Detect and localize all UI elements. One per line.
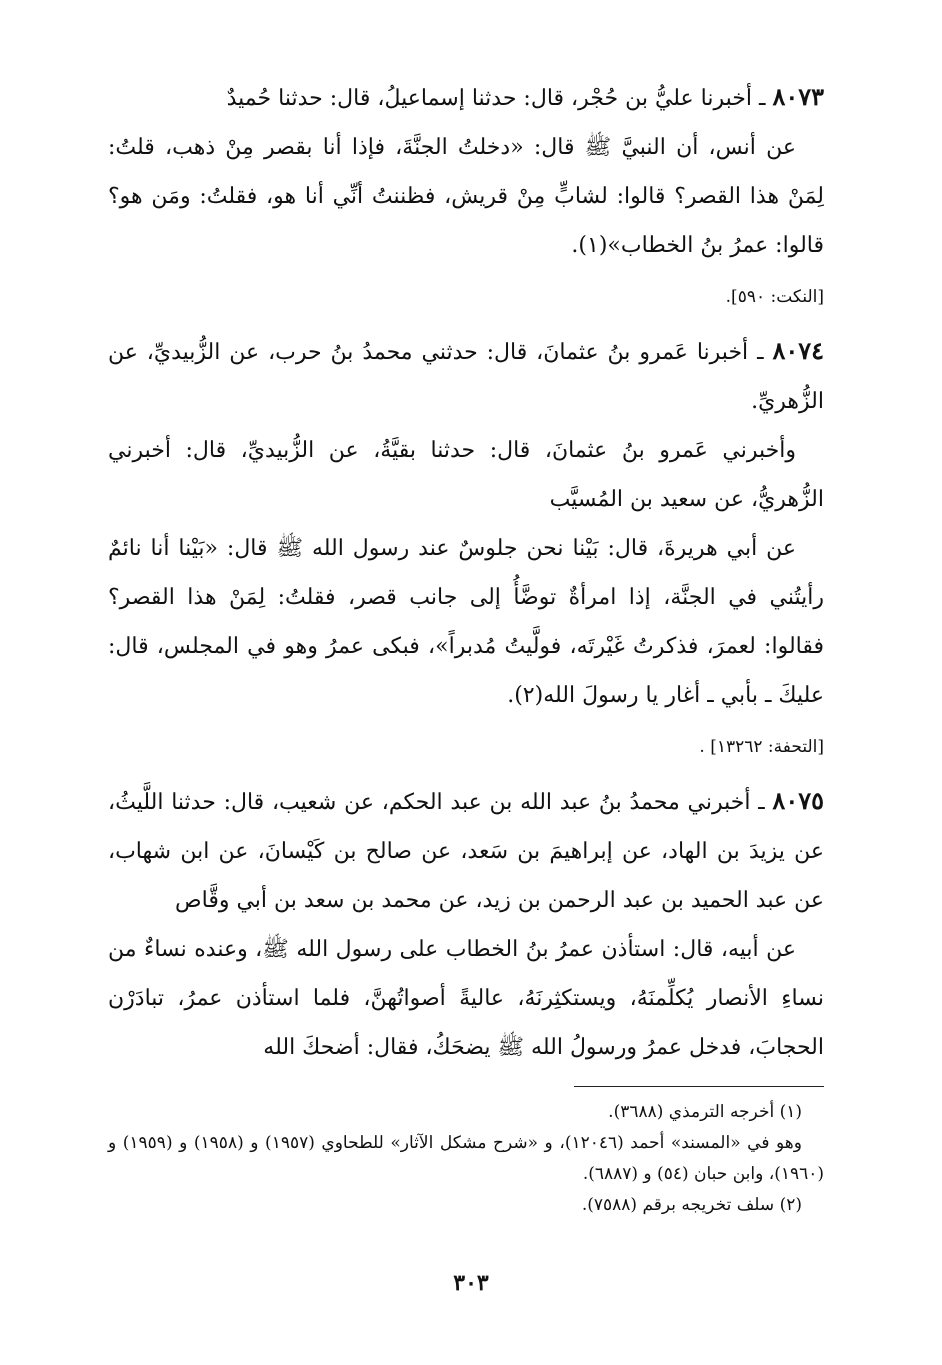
reference: [التحفة: ١٣٢٦٢] . bbox=[699, 737, 824, 757]
hadith-matn: عن أبيه، قال: استأذن عمرُ بنُ الخطاب على رسول الله ﷺ، وعنده نساءٌ من نساءِ الأنصار يُكلِّمنَهُ، ويستكثِرنَهُ، عاليةً أصواتُهنَّ، فلما استأذن عمرُ، تبادَرْن الحجابَ، فدخل عمرُ ورسولُ الله ﷺ يضحَكُ، فقال: أضحكَ الله bbox=[108, 937, 824, 1060]
hadith-isnad bbox=[108, 776, 824, 925]
text-column bbox=[108, 72, 824, 1221]
hadith-number: ٨٠٧٣ bbox=[772, 82, 824, 111]
isnad-text: ـ أخبرنا عَمرو بنُ عثمانَ، قال: حدثني محمدُ بنُ حرب، عن الزُّبيديِّ، عن الزُّهريِّ. bbox=[108, 340, 824, 414]
footnote: (١) أخرجه الترمذي (٣٦٨٨). bbox=[608, 1102, 802, 1122]
hadith-matn: عن أنس، أن النبيَّ ﷺ قال: «دخلتُ الجنَّةَ، فإذا أنا بقصر مِنْ ذهب، قلتُ: لِمَنْ هذا القصر؟ قالوا: لشابٍّ مِنْ قريش، فظننتُ أنِّي أنا هو، فقلتُ: ومَن هو؟ قالوا: عمرُ بنُ الخطاب»(١). bbox=[108, 135, 824, 258]
footnote-divider bbox=[574, 1086, 824, 1087]
footnote: وهو في «المسند» أحمد (١٢٠٤٦)، و «شرح مشكل الآثار» للطحاوي (١٩٥٧) و (١٩٥٨) و (١٩٥٩) و (١٩٦٠)، وابن حبان (٥٤) و (٦٨٨٧). bbox=[108, 1133, 824, 1184]
hadith-isnad bbox=[108, 72, 824, 123]
page-number: ٣٠٣ bbox=[453, 1270, 489, 1296]
hadith-number: ٨٠٧٤ bbox=[772, 336, 825, 365]
reference: [النكت: ٥٩٠]. bbox=[725, 287, 824, 307]
hadith-isnad-second: وأخبرني عَمرو بنُ عثمانَ، قال: حدثنا بقيَّةُ، عن الزُّبيديِّ، قال: أخبرني الزُّهريُّ، عن سعيد بن المُسيَّب bbox=[108, 438, 824, 512]
hadith-isnad bbox=[108, 326, 824, 426]
isnad-text: ـ أخبرني محمدُ بنُ عبد الله بن عبد الحكم، عن شعيب، قال: حدثنا اللَّيثُ، عن يزيدَ بن الهاد، عن إبراهيمَ بن سَعد، عن صالح بن كَيْسانَ، عن ابن شهاب، عن عبد الحميد بن عبد الرحمن بن زيد، عن محمد بن سعد بن أبي وقَّاص bbox=[108, 790, 824, 913]
hadith-matn: عن أبي هريرةَ، قال: بَيْنا نحن جلوسٌ عند رسول الله ﷺ قال: «بَيْنا أنا نائمٌ رأيتُني في الجنَّة، إذا امرأةٌ توضَّأُ إلى جانب قصر، فقلتُ: لِمَنْ هذا القصر؟ فقالوا: لعمرَ، فذكرتُ غَيْرتَه، فولَّيتُ مُدبراً»، فبكى عمرُ وهو في المجلس، قال: عليكَ ـ بأبي ـ أغار يا رسولَ الله(٢). bbox=[108, 536, 824, 708]
isnad-text: ـ أخبرنا عليُّ بن حُجْر، قال: حدثنا إسماعيلُ، قال: حدثنا حُميدٌ bbox=[226, 86, 766, 111]
hadith-number: ٨٠٧٥ bbox=[772, 786, 824, 815]
footnote: (٢) سلف تخريجه برقم (٧٥٨٨). bbox=[581, 1195, 802, 1215]
